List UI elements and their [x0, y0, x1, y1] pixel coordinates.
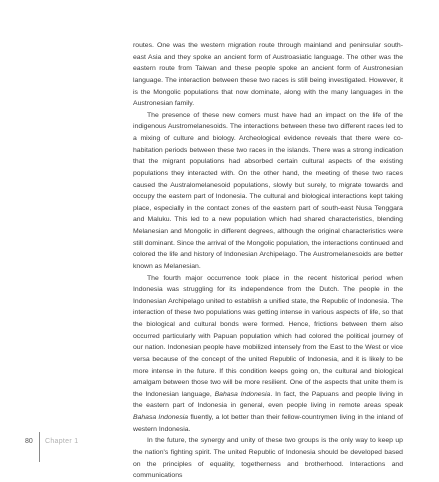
footer-divider [39, 432, 40, 462]
paragraph [133, 273, 403, 436]
paragraph [133, 110, 403, 273]
text-run: The fourth major occurrence took place in the recent historical period when Indonesia was struggling for its independence from the Dutch. The people in the Indonesian Archipelago united to establish a unified state, the Republic of Indonesia. The interaction of these two populations was getting intense in various aspects of life, so that the biological and cultural bonds were formed. Hence, frictions between them also occurred particularly with Papuan population which had colored the political journey of our nation. Indonesian people have mobilized intensely from the East to the West or vice versa because of the concept of the united Republic of Indonesia, and it is likely to be more intense in the future. If this condition keeps going on, the cultural and biological amalgam between those two will be more resilient. One of the aspects that unite them is the Indonesian language, [133, 274, 403, 398]
page-number: 80 [25, 438, 33, 445]
text-run: fluently, a lot better than their fellow-countrymen living in the inland of western Indonesia. [133, 414, 403, 433]
text-run: In the future, the synergy and unity of these two groups is the only way to keep up the nation's fighting spirit. The united Republic of Indonesia should be developed based on the principles of equality, togetherness and brotherhood. Interactions and communications [133, 437, 403, 480]
italic-term: Bahasa Indonesia [214, 390, 271, 398]
page-footer [0, 432, 200, 462]
italic-term: Bahasa Indonesia [133, 414, 189, 421]
text-run: routes. One was the western migration route through mainland and peninsular south-east Asia and they spoke an ancient form of Austroasiatic language. The other was the eastern route from Taiwan and these people spoke an ancient form of Austronesian language. The interaction between these two races is still being investigated. However, it is the Mongolic populations that now dominate, along with the many languages in the Austronesian family. [133, 42, 403, 108]
text-run: The presence of these new comers must have had an impact on the life of the indigenous Austromelanesoids. The interactions between these two different races led to a mixing of culture and biology. Archeological evidence reveals that there were co-habitation periods between these two races in the islands. There was a strong indication that the migrant populations had absorbed certain cultural aspects of the existing populations they interacted with. On the other hand, the meeting of these two races caused the Australomelanesoid populations, slowly but surely, to migrate towards and occupy the eastern part of Indonesia. The cultural and biological interactions kept taking place, especially in the contact zones of the eastern part of south-east Nusa Tenggara and Maluku. This led to a new population which had shared characteristics, blending Melanesian and Mongolic in different degrees, although the original characteristics were still dominant. Since the arrival of the Mongolic population, the interactions continued and colored the life and history of Indonesian Archipelago. The Austromelanesoids are better known as Melanesian. [133, 111, 403, 270]
paragraph [133, 40, 403, 110]
body-text [133, 40, 403, 482]
text-run: . In fact, the Papuans and people living in the eastern part of Indonesia in general, even people living in remote areas speak [133, 390, 403, 410]
chapter-label: Chapter 1 [45, 438, 79, 445]
